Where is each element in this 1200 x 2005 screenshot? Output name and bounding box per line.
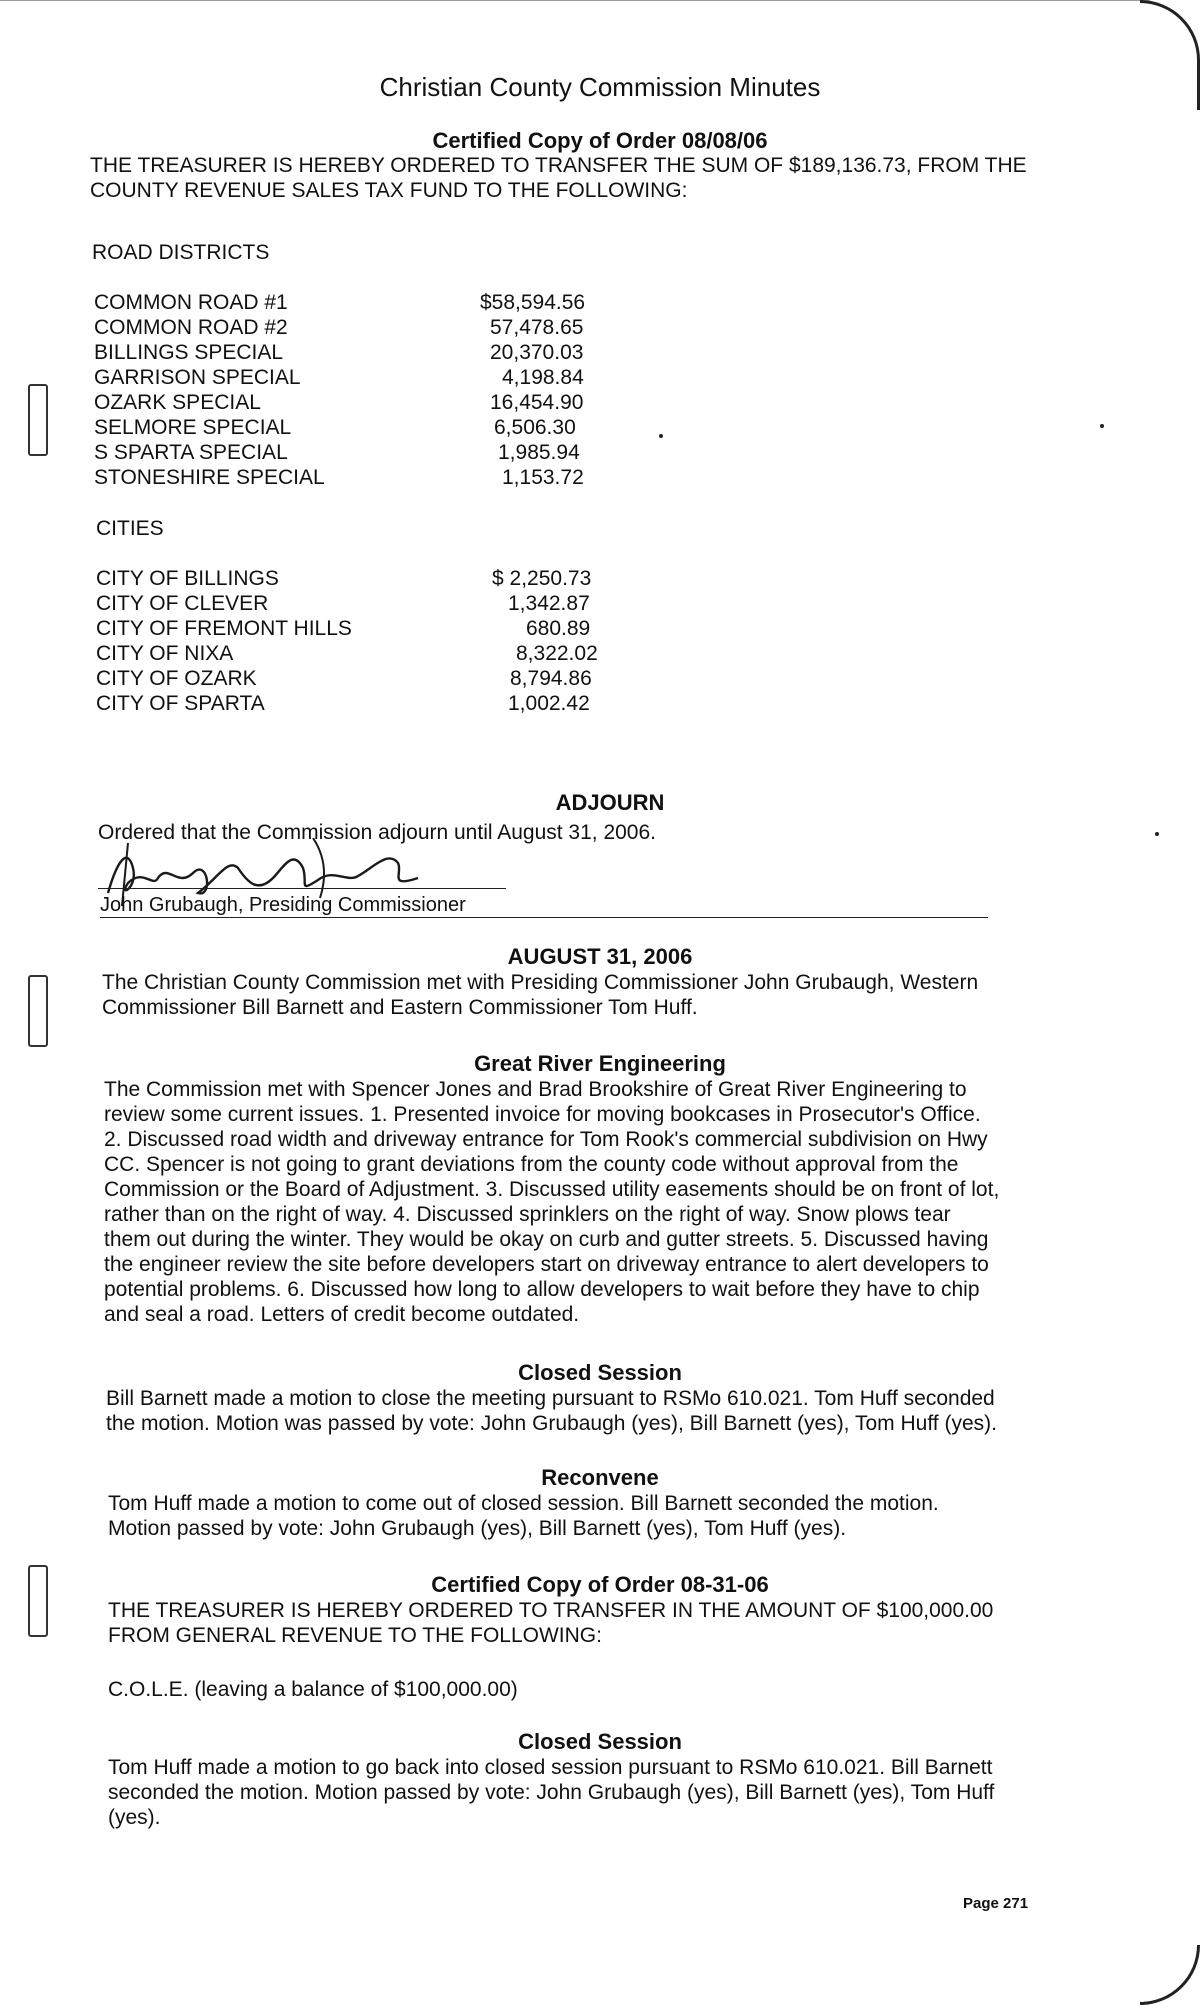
list-item: BILLINGS SPECIAL 20,370.03 xyxy=(94,341,584,364)
list-item: CITY OF SPARTA 1,002.42 xyxy=(96,692,590,715)
engineering-text: The Commission met with Spencer Jones and Brad Brookshire of Great River Engineering to review some current issues. 1. Presented invoice for moving bookcases in Prosecutor's Office. 2. Discussed road width and driveway entrance for Tom Rook's commercial subdivision on Hwy CC. Spencer is not going to grant deviations from the county code without approval from the Commission or the Board of Adjustment. 3. Discussed utility easements should be on front of lot, rather than on the right of way. 4. Discussed sprinklers on the right of way. Snow plows tear them out during the winter. They would be okay on curb and gutter streets. 5. Discussed having the engineer review the site before developers start on driveway entrance to alert developers to potential problems. 6. Discussed how long to allow developers to wait before they have to chip and seal a road. Letters of credit become outdated. xyxy=(104,1078,1000,1326)
list-item: CITY OF FREMONT HILLS 680.89 xyxy=(96,617,591,640)
list-item: OZARK SPECIAL 16,454.90 xyxy=(94,391,584,414)
reconvene-heading: Reconvene xyxy=(541,1465,659,1490)
closed-session-1-text: Bill Barnett made a motion to close the meeting pursuant to RSMo 610.021. Tom Huff seconded the motion. Motion was passed by vote: John Grubaugh (yes), Bill Barnett (yes), Tom Huff (yes). xyxy=(106,1387,997,1435)
adjourn-heading: ADJOURN xyxy=(555,790,665,815)
list-item: CITY OF BILLINGS $ 2,250.73 xyxy=(96,567,592,590)
list-item: SELMORE SPECIAL 6,506.30 xyxy=(94,416,576,439)
scan-speck xyxy=(1155,832,1159,836)
binder-hole xyxy=(28,384,48,456)
top-edge-rule xyxy=(0,0,1150,1)
closed-session-1-heading: Closed Session xyxy=(518,1360,682,1385)
adjourn-text: Ordered that the Commission adjourn until August 31, 2006. xyxy=(98,821,656,844)
list-item: CITY OF CLEVER 1,342.87 xyxy=(96,592,590,615)
meeting-intro: The Christian County Commission met with Presiding Commissioner John Grubaugh, Western Commissioner Bill Barnett and Eastern Commissioner Tom Huff. xyxy=(102,971,979,1019)
order1-text: THE TREASURER IS HEREBY ORDERED TO TRANSFER THE SUM OF $189,136.73, FROM THE COUNTY REVENUE SALES TAX FUND TO THE FOLLOWING: xyxy=(90,154,1027,202)
list-item: COMMON ROAD #1 $58,594.56 xyxy=(94,291,586,314)
binder-hole xyxy=(28,975,48,1047)
closed-session-2-heading: Closed Session xyxy=(518,1729,682,1754)
section-divider xyxy=(100,917,988,918)
road-districts-heading: ROAD DISTRICTS xyxy=(92,241,270,264)
page-number: Page 271 xyxy=(963,1895,1029,1912)
list-item: GARRISON SPECIAL 4,198.84 xyxy=(94,366,584,389)
signature-caption: John Grubaugh, Presiding Commissioner xyxy=(100,894,466,916)
order2-text: THE TREASURER IS HEREBY ORDERED TO TRANSFER IN THE AMOUNT OF $100,000.00 FROM GENERAL REVENUE TO THE FOLLOWING: xyxy=(108,1599,994,1647)
signature-line xyxy=(98,888,506,889)
engineering-heading: Great River Engineering xyxy=(474,1051,726,1076)
order1-heading: Certified Copy of Order 08/08/06 xyxy=(432,128,768,153)
list-item: STONESHIRE SPECIAL 1,153.72 xyxy=(94,466,584,489)
road-districts-list xyxy=(94,290,654,490)
list-item: CITY OF OZARK 8,794.86 xyxy=(96,667,592,690)
page-curl-bottom xyxy=(1140,1945,1200,2005)
scan-speck xyxy=(1100,424,1104,428)
page-title: Christian County Commission Minutes xyxy=(379,72,821,102)
reconvene-text: Tom Huff made a motion to come out of closed session. Bill Barnett seconded the motion. Motion passed by vote: John Grubaugh (yes), Bill Barnett (yes), Tom Huff (yes). xyxy=(108,1492,939,1540)
scan-speck xyxy=(659,434,663,438)
list-item: S SPARTA SPECIAL 1,985.94 xyxy=(94,441,580,464)
list-item: CITY OF NIXA 8,322.02 xyxy=(96,642,598,665)
order2-item: C.O.L.E. (leaving a balance of $100,000.00) xyxy=(108,1678,518,1701)
meeting-date-heading: AUGUST 31, 2006 xyxy=(507,944,693,969)
order2-heading: Certified Copy of Order 08-31-06 xyxy=(431,1572,769,1597)
cities-list xyxy=(96,566,656,716)
cities-heading: CITIES xyxy=(96,517,164,540)
closed-session-2-text: Tom Huff made a motion to go back into closed session pursuant to RSMo 610.021. Bill Barnett seconded the motion. Motion passed by vote: John Grubaugh (yes), Bill Barnett (yes), Tom Huff (yes). xyxy=(108,1756,995,1829)
list-item: COMMON ROAD #2 57,478.65 xyxy=(94,316,584,339)
